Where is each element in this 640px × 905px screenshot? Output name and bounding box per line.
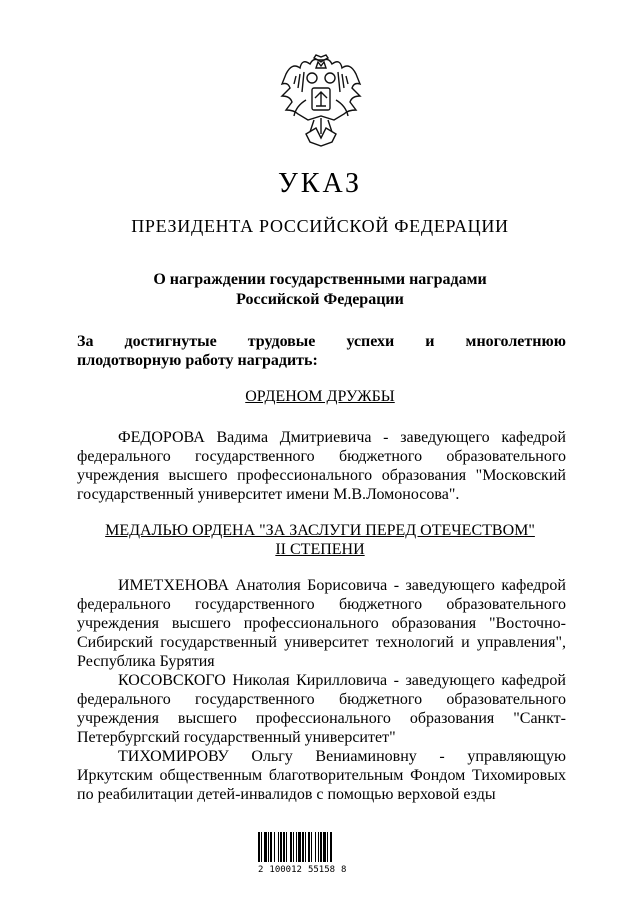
decree-heading <box>0 270 640 310</box>
word: федерального <box>77 448 171 465</box>
decree-title: УКАЗ <box>277 168 363 199</box>
barcode-digit-group: 100012 <box>269 865 302 875</box>
word: государственного <box>195 691 315 708</box>
word: ИМЕТХЕНОВА <box>118 577 229 594</box>
paragraph-line <box>77 466 566 485</box>
word: образовательного <box>446 596 566 613</box>
word: учреждения <box>77 467 159 484</box>
word: - <box>393 577 400 594</box>
paragraph-line <box>77 576 566 595</box>
word: высшего <box>177 710 237 727</box>
word: кафедрой <box>501 429 566 446</box>
word: учреждения <box>77 615 159 632</box>
paragraph-line: Республика Бурятия <box>77 653 215 670</box>
word: Николая <box>232 672 290 689</box>
word: Кирилловича <box>296 672 388 689</box>
word: заведующего <box>405 672 495 689</box>
intro-line-2: плодотворную работу наградить: <box>77 352 318 369</box>
word: федерального <box>77 596 171 613</box>
word: бюджетного <box>338 448 423 465</box>
word: Ольгу <box>251 748 293 765</box>
award-title-medal-of-order <box>0 521 640 559</box>
recipient-paragraph <box>77 428 566 504</box>
coat-of-arms-icon <box>276 54 366 150</box>
word: ТИХОМИРОВУ <box>118 748 229 765</box>
word: Иркутским <box>77 767 153 784</box>
word: благотворительным <box>268 767 404 784</box>
word: профессионального <box>255 710 391 727</box>
paragraph-line <box>77 595 566 614</box>
word: За <box>77 333 94 350</box>
word: бюджетного <box>338 691 423 708</box>
word: высшего <box>171 615 231 632</box>
word: "Восточно- <box>488 615 566 632</box>
word: Сибирский <box>77 634 153 651</box>
word: государственного <box>195 596 315 613</box>
word: технологий <box>375 634 454 651</box>
word: профессионального <box>237 467 373 484</box>
word: учреждения <box>77 710 159 727</box>
word: бюджетного <box>338 596 423 613</box>
word: Тихомировых <box>471 767 566 784</box>
word: профессионального <box>243 615 379 632</box>
word: государственный <box>160 634 277 651</box>
recipients-list <box>77 576 566 804</box>
heading-line: Российской Федерации <box>236 291 404 308</box>
intro-paragraph <box>77 332 566 370</box>
decree-subtitle: ПРЕЗИДЕНТА РОССИЙСКОЙ ФЕДЕРАЦИИ <box>131 216 509 236</box>
word: многолетнюю <box>465 333 566 350</box>
word: управления", <box>476 634 566 651</box>
paragraph-line <box>77 447 566 466</box>
paragraph-line <box>77 709 566 728</box>
paragraph-line <box>77 671 566 690</box>
word: федерального <box>77 691 171 708</box>
barcode-number <box>258 865 370 875</box>
paragraph-line <box>77 747 566 766</box>
word: - <box>439 748 445 765</box>
word: "Санкт- <box>513 710 566 727</box>
word: образования <box>381 467 467 484</box>
word: успехи <box>346 333 395 350</box>
award-title-line: II СТЕПЕНИ <box>275 541 365 558</box>
heading-line: О награждении государственными наградами <box>153 271 487 288</box>
award-title-line: МЕДАЛЬЮ ОРДЕНА "ЗА ЗАСЛУГИ ПЕРЕД ОТЕЧЕСТВОМ" <box>105 522 535 539</box>
word: государственного <box>195 448 315 465</box>
paragraph-line: по реабилитации детей-инвалидов с помощью верховой езды <box>77 786 496 803</box>
word: образовательного <box>446 691 566 708</box>
word: образовательного <box>446 448 566 465</box>
award-title-order-of-friendship <box>0 387 640 406</box>
paragraph-line <box>77 690 566 709</box>
word: кафедрой <box>501 577 566 594</box>
word: - <box>393 672 399 689</box>
word: ФЕДОРОВА <box>118 429 205 446</box>
word: Вадима <box>216 429 269 446</box>
word: общественным <box>159 767 263 784</box>
word: кафедрой <box>501 672 566 689</box>
word: образования <box>409 710 495 727</box>
barcode-digit-group: 55158 <box>307 865 336 875</box>
barcode-digit-group: 2 <box>258 865 264 875</box>
word: Вениаминовну <box>315 748 417 765</box>
word: Фондом <box>410 767 466 784</box>
paragraph-line <box>77 633 566 652</box>
word: высшего <box>168 467 228 484</box>
word: образования <box>391 615 477 632</box>
word: "Московский <box>475 467 566 484</box>
word: заведующего <box>405 577 495 594</box>
word: Анатолия <box>235 577 301 594</box>
paragraph-line <box>77 766 566 785</box>
word: Дмитриевича <box>279 429 372 446</box>
word: КОСОВСКОГО <box>118 672 226 689</box>
paragraph-line: государственный университет имени М.В.Ломоносова". <box>77 486 460 503</box>
word: заведующего <box>400 429 490 446</box>
paragraph-line <box>77 614 566 633</box>
word: достигнутые <box>124 333 217 350</box>
paragraph-line <box>77 428 566 447</box>
paragraph-line: Петербургский государственный университет" <box>77 729 396 746</box>
word: управляющую <box>467 748 566 765</box>
barcode-digit-group: 8 <box>341 865 347 875</box>
word: Борисовича <box>307 577 388 594</box>
award-title-line: ОРДЕНОМ ДРУЖБЫ <box>245 388 395 405</box>
word: университет <box>284 634 369 651</box>
word: и <box>425 333 435 350</box>
word: трудовые <box>247 333 316 350</box>
word: и <box>461 634 470 651</box>
word: - <box>383 429 389 446</box>
intro-line-1 <box>77 332 566 351</box>
